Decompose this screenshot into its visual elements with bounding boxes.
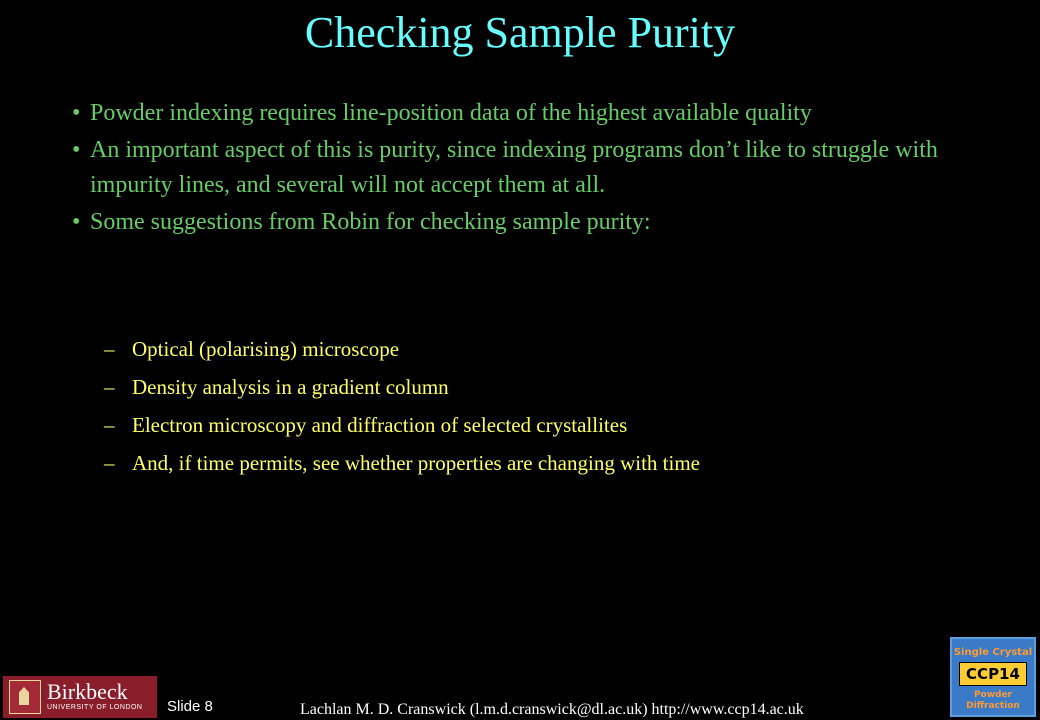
dash-glyph: – — [104, 337, 115, 361]
sub-list — [104, 330, 700, 482]
bullet-glyph: • — [72, 100, 81, 126]
birkbeck-wordmark — [47, 681, 142, 713]
sub-text: Density analysis in a gradient column — [132, 375, 449, 399]
birkbeck-logo — [3, 676, 157, 718]
ccp14-logo-bottom: Powder Diffraction — [966, 690, 1020, 711]
sub-item — [104, 330, 700, 368]
bullet-item — [72, 96, 972, 131]
sub-item — [104, 406, 700, 444]
sub-item — [104, 368, 700, 406]
birkbeck-subtitle: UNIVERSITY OF LONDON — [47, 704, 143, 711]
bullet-glyph: • — [72, 209, 81, 235]
bullet-text: Powder indexing requires line-position data of the highest available quality — [90, 100, 812, 126]
ccp14-logo-middle: CCP14 — [959, 662, 1027, 686]
footer-credit: Lachlan M. D. Cranswick (l.m.d.cranswick@dl.ac.uk) http://www.ccp14.ac.uk — [300, 701, 804, 718]
sub-text: Electron microscopy and diffraction of selected crystallites — [132, 413, 628, 437]
sub-item — [104, 444, 700, 482]
bullet-item — [72, 205, 972, 240]
slide-number: Slide 8 — [167, 698, 213, 715]
bullet-item — [72, 133, 972, 203]
dash-glyph: – — [104, 451, 115, 475]
bullet-text: An important aspect of this is purity, since indexing programs don’t like to struggle with impurity lines, and several will not accept them at all. — [90, 137, 938, 198]
bullet-glyph: • — [72, 137, 81, 163]
bullet-text: Some suggestions from Robin for checking sample purity: — [90, 209, 651, 235]
dash-glyph: – — [104, 375, 115, 399]
sub-text: And, if time permits, see whether properties are changing with time — [132, 451, 700, 475]
ccp14-logo-top: Single Crystal — [953, 647, 1033, 658]
slide-title: Checking Sample Purity — [304, 8, 736, 57]
dash-glyph: – — [104, 413, 115, 437]
ccp14-logo — [950, 637, 1036, 717]
crest-icon — [9, 680, 41, 714]
sub-text: Optical (polarising) microscope — [132, 337, 400, 361]
bullet-list — [72, 96, 972, 242]
birkbeck-name: Birkbeck — [47, 679, 128, 704]
